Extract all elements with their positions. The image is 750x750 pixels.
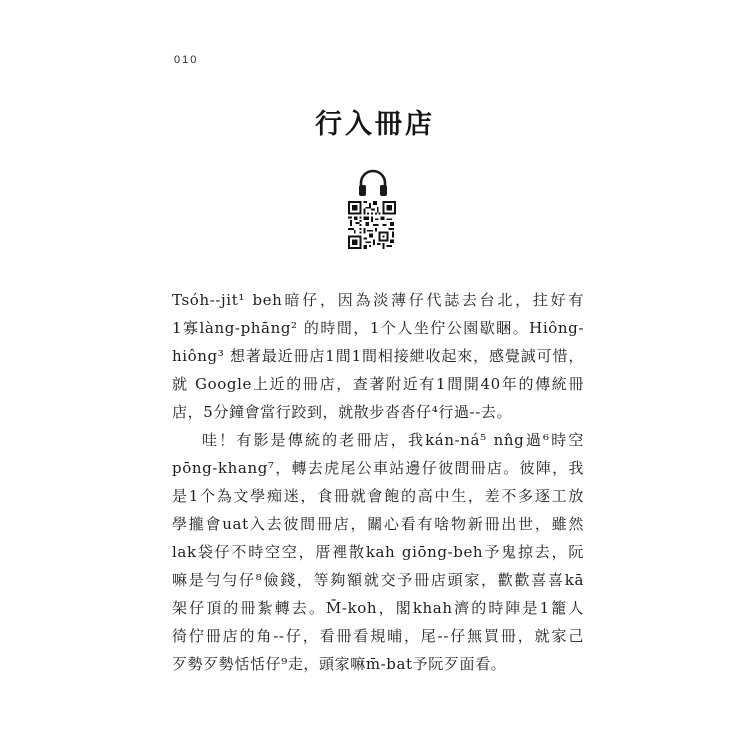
text-line: 嘛是勻勻仔⁸儉錢，等夠額就交予冊店頭家，歡歡喜喜kā [172, 571, 584, 589]
headphones-icon[interactable] [357, 168, 389, 198]
text-line: lak袋仔不時空空，厝裡散kah giōng-beh予鬼掠去，阮 [172, 543, 584, 561]
text-line: pōng-khang⁷，轉去虎尾公車站邊仔彼間冊店。彼陣，我 [172, 459, 584, 477]
text-line: hiông³ 想著最近冊店1間1間相接紲收起來，感覺誠可惜， [172, 347, 584, 365]
page-number: 010 [174, 54, 199, 66]
text-line: 歹勢歹勢恬恬仔⁹走，頭家嘛m̄-bat予阮歹面看。 [172, 655, 507, 673]
body-text [172, 286, 584, 678]
text-line: 店，5分鐘會當行跤到，就散步沓沓仔⁴行過--去。 [172, 403, 513, 421]
text-line: 哇！有影是傳統的老冊店，我kán-ná⁵ nn̂g過⁶時空 [202, 431, 584, 449]
text-line: 就 Google上近的冊店，查著附近有1間開40年的傳統冊 [172, 375, 584, 393]
qr-code[interactable] [348, 201, 396, 249]
text-line: 是1个為文學痴迷，食冊就會飽的高中生，差不多逐工放 [172, 487, 584, 505]
chapter-title: 行入冊店 [315, 109, 435, 140]
text-line: Tsóh--jit¹ beh暗仔，因為淡薄仔代誌去台北，拄好有 [172, 291, 584, 309]
text-line: 學攏會uat入去彼間冊店，關心看有啥物新冊出世，雖然 [172, 515, 584, 533]
text-line: 徛佇冊店的角--仔，看冊看規晡，尾--仔無買冊，就家己 [172, 627, 584, 645]
text-line: 架仔頂的冊紮轉去。M̄-koh，閣khah濟的時陣是1籠人 [172, 599, 584, 617]
text-line: 1寡làng-phāng² 的時間，1个人坐佇公園歇睏。Hiông- [172, 319, 584, 337]
